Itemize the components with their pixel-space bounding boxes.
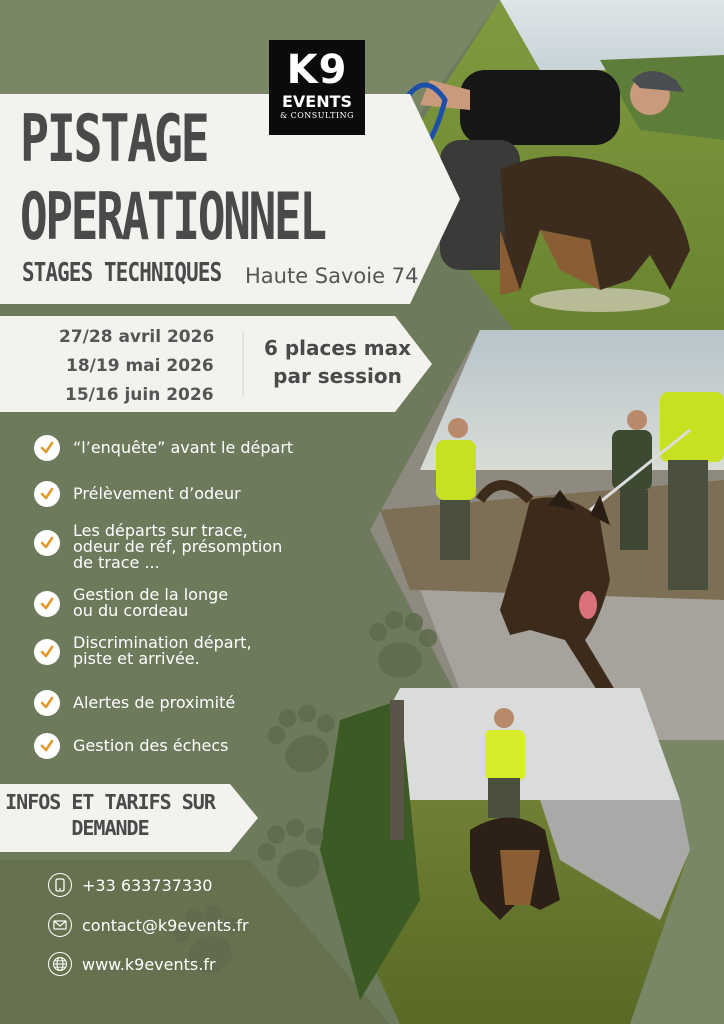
logo-sub: EVENTS [281, 92, 353, 111]
date-1: 27/28 avril 2026 [59, 327, 215, 347]
infos-tarifs [0, 789, 220, 841]
feature-text: Les départs sur trace, [73, 521, 248, 540]
feature-text: Discrimination départ, [73, 633, 252, 652]
feature-item-7 [34, 733, 229, 759]
feature-item-5 [34, 633, 252, 668]
feature-text: Alertes de proximité [73, 693, 236, 712]
phone-number[interactable]: +33 633737330 [82, 875, 213, 895]
phone-icon [48, 873, 72, 897]
check-icon [34, 639, 60, 665]
contact-phone[interactable] [48, 873, 212, 897]
feature-text: ou du cordeau [73, 601, 189, 620]
contact-email[interactable] [48, 913, 249, 937]
infos-line-1: INFOS ET TARIFS SUR [5, 790, 215, 814]
title-line-2: OPERATIONNEL [20, 178, 325, 255]
infos-line-2: DEMANDE [71, 816, 149, 840]
feature-item-4 [34, 585, 229, 620]
check-icon [34, 591, 60, 617]
places-line-2: par session [273, 364, 402, 388]
website-url[interactable]: www.k9events.fr [82, 954, 216, 974]
subtitle-region: Haute Savoie 74 [245, 264, 419, 288]
check-icon [34, 690, 60, 716]
subtitle-stages: STAGES TECHNIQUES [22, 258, 222, 288]
contact-web[interactable] [48, 952, 216, 976]
feature-text: Gestion des échecs [73, 736, 229, 755]
check-icon [34, 733, 60, 759]
feature-item-3 [34, 521, 283, 572]
feature-text: odeur de réf, présomption [73, 537, 283, 556]
title-line-1: PISTAGE [20, 100, 208, 177]
date-3: 15/16 juin 2026 [65, 385, 214, 405]
feature-item-2 [34, 481, 241, 507]
email-icon [48, 913, 72, 937]
check-icon [34, 530, 60, 556]
logo-tagline: & CONSULTING [279, 111, 355, 120]
feature-text: “l’enquête” avant le départ [73, 438, 294, 457]
feature-item-1 [34, 435, 293, 461]
places-line-1: 6 places max [263, 336, 412, 360]
feature-text: Gestion de la longe [73, 585, 229, 604]
email-address[interactable]: contact@k9events.fr [82, 915, 249, 935]
feature-text: de trace ... [73, 553, 160, 572]
feature-item-6 [34, 690, 235, 716]
feature-text: Prélèvement d’odeur [73, 484, 241, 503]
check-icon [34, 481, 60, 507]
check-icon [34, 435, 60, 461]
date-2: 18/19 mai 2026 [66, 356, 214, 376]
feature-text: piste et arrivée. [73, 649, 200, 668]
globe-icon [48, 952, 72, 976]
logo-main: K9 [286, 47, 348, 93]
